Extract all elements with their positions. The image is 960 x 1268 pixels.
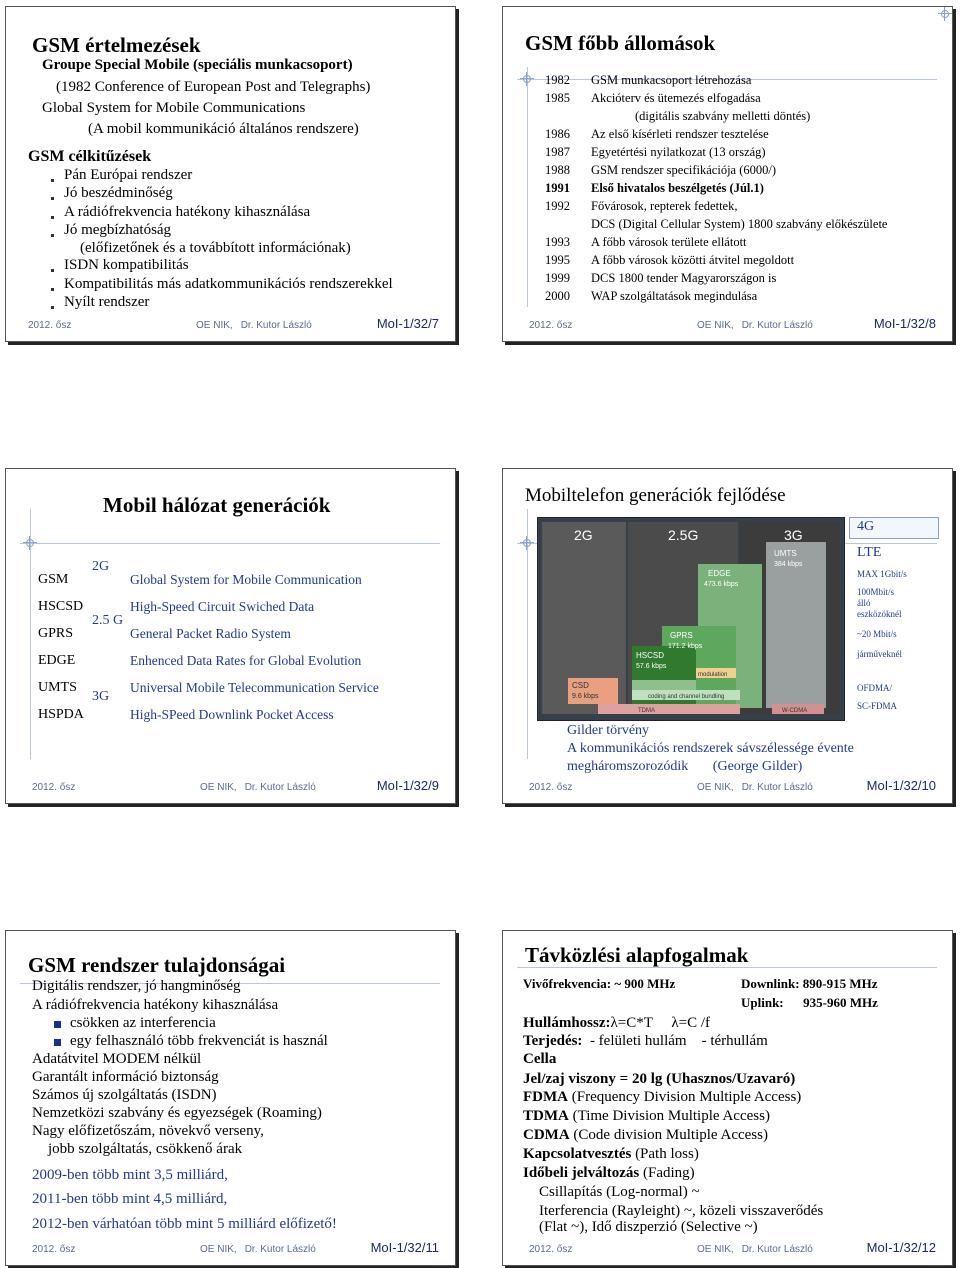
gen-desc: High-Speed Circuit Swiched Data bbox=[130, 599, 315, 614]
bullet bbox=[51, 197, 54, 200]
milestone-year: 1993 bbox=[545, 235, 570, 249]
gilder-law-title: Gilder törvény bbox=[567, 723, 650, 738]
rayleigh-line: Iterferencia (Rayleight) ~, közeli visszaverődés bbox=[539, 1203, 824, 1219]
goal-4-detail: (előfizetőnek és a továbbított információnak) bbox=[80, 240, 351, 256]
label-gprs-rate: 171.2 kbps bbox=[668, 643, 703, 650]
footer-semester: 2012. ősz bbox=[529, 320, 573, 331]
gen-abbr: HSCSD bbox=[38, 599, 84, 614]
footer-slide-code: MoI-1/32/11 bbox=[370, 1240, 439, 1255]
bullet bbox=[51, 216, 54, 219]
footer-author: OE NIK, Dr. Kutor László bbox=[200, 782, 316, 793]
side-panel-4g bbox=[849, 517, 941, 717]
footer-semester: 2012. ősz bbox=[32, 782, 76, 793]
label-25g: 2.5G bbox=[668, 527, 699, 543]
footer-semester: 2012. ősz bbox=[32, 1244, 76, 1255]
corner-marker-icon bbox=[938, 7, 952, 21]
line-celkituzesek: GSM célkitűzések bbox=[28, 148, 152, 165]
side-scfdma: SC-FDMA bbox=[857, 701, 898, 711]
milestone-text: Egyetértési nyilatkozat (13 ország) bbox=[591, 145, 766, 159]
slide-title: GSM főbb állomások bbox=[525, 31, 716, 55]
label-hscsd: HSCSD bbox=[636, 651, 665, 660]
label-gprs: GPRS bbox=[670, 631, 693, 640]
slide-footer bbox=[529, 1237, 936, 1255]
uplink-range: Uplink: 935-960 MHz bbox=[741, 995, 878, 1010]
prop-line-5: Számos új szolgáltatás (ISDN) bbox=[32, 1087, 217, 1103]
slide-8 bbox=[502, 6, 953, 342]
slide-footer bbox=[32, 775, 439, 793]
milestone-year: 2000 bbox=[545, 289, 570, 303]
slide-title: GSM rendszer tulajdonságai bbox=[28, 953, 286, 977]
milestone-year: 1999 bbox=[545, 271, 570, 285]
label-edge-rate: 473.6 kbps bbox=[704, 581, 739, 588]
goal-1: Pán Európai rendszer bbox=[64, 167, 193, 183]
milestone-text: WAP szolgáltatások megindulása bbox=[591, 289, 758, 303]
side-100mbit: 100Mbit/s bbox=[857, 587, 895, 597]
prop-sub-2: egy felhasználó több frekvenciát is használ bbox=[70, 1033, 328, 1049]
subscribers-2012: 2012-ben várhatóan több mint 5 milliárd előfizető! bbox=[32, 1216, 337, 1232]
milestone-year: 1986 bbox=[545, 127, 570, 141]
line-groupe: Groupe Special Mobile (speciális munkacsoport) bbox=[42, 57, 353, 73]
milestone-year: 1991 bbox=[545, 181, 570, 195]
side-4g-label: 4G bbox=[857, 519, 875, 534]
gen-desc: General Packet Radio System bbox=[130, 626, 291, 641]
side-allo: álló bbox=[857, 598, 871, 608]
cell-line: Cella bbox=[523, 1051, 557, 1067]
gen-2g-label: 2G bbox=[92, 559, 110, 574]
milestone-text: Akcióterv és ütemezés elfogadása bbox=[591, 91, 761, 105]
milestone-text: Első hivatalos beszélgetés (Júl.1) bbox=[591, 181, 764, 195]
milestone-text: Fővárosok, repterek fedettek, bbox=[591, 199, 738, 213]
side-lte-label: LTE bbox=[857, 545, 882, 560]
slide-title: Mobil hálózat generációk bbox=[103, 493, 331, 517]
slide-title: Távközlési alapfogalmak bbox=[525, 943, 749, 967]
wavelength-line: Hullámhossz:λ=C*T λ=C /f bbox=[523, 1015, 711, 1031]
milestone-text: Az első kísérleti rendszer tesztelése bbox=[591, 127, 769, 141]
prop-line-1: Digitális rendszer, jó hangminőség bbox=[32, 978, 241, 994]
fdma-line: FDMA (Frequency Division Multiple Access) bbox=[523, 1089, 802, 1105]
label-modulation: modulation bbox=[698, 672, 728, 678]
downlink-range: Downlink: 890-915 MHz bbox=[741, 976, 878, 991]
generation-chart-image bbox=[537, 517, 845, 721]
cdma-line: CDMA (Code division Multiple Access) bbox=[523, 1127, 768, 1143]
milestone-text: DCS (Digital Cellular System) 1800 szabvány előkészülete bbox=[591, 217, 888, 231]
gen-abbr: GPRS bbox=[38, 626, 74, 641]
milestone-year: 1985 bbox=[545, 91, 570, 105]
gilder-law-text: A kommunikációs rendszerek sávszélessége évente bbox=[567, 741, 854, 756]
dispersion-line: (Flat ~), Idő diszperzió (Selective ~) bbox=[539, 1219, 758, 1235]
square-bullet bbox=[54, 1021, 61, 1028]
decor-line bbox=[20, 543, 440, 544]
path-loss-line: Kapcsolatvesztés (Path loss) bbox=[523, 1146, 699, 1162]
slide-footer bbox=[529, 775, 936, 793]
gen-25g-label: 2.5 G bbox=[92, 613, 124, 628]
subscribers-2009: 2009-ben több mint 3,5 milliárd, bbox=[32, 1167, 228, 1183]
bullet bbox=[51, 179, 54, 182]
slide-7 bbox=[5, 6, 456, 342]
slide-footer bbox=[529, 313, 936, 331]
slide-title: GSM értelmezések bbox=[32, 33, 201, 57]
label-wcdma: W-CDMA bbox=[782, 708, 808, 714]
carrier-frequency: Vivőfrekvencia: ~ 900 MHz bbox=[523, 976, 676, 991]
milestone-text: A főbb városok közötti átvitel megoldott bbox=[591, 253, 795, 267]
slide-footer bbox=[28, 313, 439, 331]
slide-11 bbox=[5, 930, 456, 1266]
gen-abbr: HSPDA bbox=[38, 707, 84, 722]
line-conference: (1982 Conference of European Post and Telegraphs) bbox=[56, 79, 371, 95]
label-coding: coding and channel bundling bbox=[648, 694, 725, 700]
gen-desc: Global System for Mobile Communication bbox=[130, 572, 362, 587]
milestone-text: GSM munkacsoport létrehozása bbox=[591, 73, 752, 87]
generation-evolution-graphic bbox=[538, 518, 844, 720]
crosshair-icon bbox=[520, 536, 534, 550]
crosshair-icon bbox=[520, 72, 534, 86]
gen-desc: Enhenced Data Rates for Global Evolution bbox=[130, 653, 362, 668]
square-bullet bbox=[54, 1039, 61, 1046]
prop-line-6: Nemzetközi szabvány és egyezségek (Roaming) bbox=[32, 1105, 322, 1121]
slide-title: Mobiltelefon generációk fejlődése bbox=[525, 485, 786, 506]
footer-author: OE NIK, Dr. Kutor László bbox=[697, 1244, 813, 1255]
lognormal-line: Csillapítás (Log-normal) ~ bbox=[539, 1184, 700, 1200]
milestone-text: GSM rendszer specifikációja (6000/) bbox=[591, 163, 777, 177]
prop-line-7: Nagy előfizetőszám, növekvő verseny, bbox=[32, 1123, 264, 1139]
gilder-law-attribution: megháromszorozódik (George Gilder) bbox=[567, 759, 803, 774]
label-edge: EDGE bbox=[708, 569, 731, 578]
prop-line-3: Adatátvitel MODEM nélkül bbox=[32, 1051, 202, 1067]
milestone-year: 1987 bbox=[545, 145, 570, 159]
crosshair-icon bbox=[23, 536, 37, 550]
slide-footer bbox=[32, 1237, 439, 1255]
prop-line-2: A rádiófrekvencia hatékony kihasználása bbox=[32, 997, 279, 1013]
prop-line-4: Garantált információ biztonság bbox=[32, 1069, 219, 1085]
label-umts: UMTS bbox=[774, 549, 797, 558]
footer-author: OE NIK, Dr. Kutor László bbox=[697, 782, 813, 793]
footer-author: OE NIK, Dr. Kutor László bbox=[200, 1244, 316, 1255]
label-tdma: TDMA bbox=[638, 708, 655, 714]
label-umts-rate: 384 kbps bbox=[774, 561, 803, 568]
milestone-year: 1995 bbox=[545, 253, 570, 267]
gen-desc: Universal Mobile Telecommunication Service bbox=[130, 680, 379, 695]
goal-2: Jó beszédminőség bbox=[64, 185, 173, 201]
side-20mbit: ~20 Mbit/s bbox=[857, 629, 897, 639]
label-2g: 2G bbox=[574, 527, 593, 543]
milestone-year: 1992 bbox=[545, 199, 570, 213]
footer-slide-code: MoI-1/32/9 bbox=[376, 778, 439, 793]
footer-semester: 2012. ősz bbox=[28, 320, 72, 331]
footer-semester: 2012. ősz bbox=[529, 1244, 573, 1255]
gen-abbr: GSM bbox=[38, 572, 69, 587]
footer-slide-code: MoI-1/32/7 bbox=[376, 316, 439, 331]
line-mobil: (A mobil kommunikáció általános rendszere) bbox=[88, 121, 359, 137]
footer-slide-code: MoI-1/32/8 bbox=[873, 316, 936, 331]
goal-3: A rádiófrekvencia hatékony kihasználása bbox=[64, 204, 311, 220]
footer-author: OE NIK, Dr. Kutor László bbox=[196, 320, 312, 331]
propagation-line: Terjedés: - felületi hullám - térhullám bbox=[523, 1033, 768, 1049]
side-eszkozoknel: eszközöknél bbox=[857, 609, 902, 619]
side-max-rate: MAX 1Gbit/s bbox=[857, 569, 907, 579]
milestone-year: 1988 bbox=[545, 163, 570, 177]
milestone-text: A főbb városok területe ellátott bbox=[591, 235, 747, 249]
label-csd-rate: 9.6 kbps bbox=[572, 693, 599, 700]
slide-9 bbox=[5, 468, 456, 804]
gen-desc: High-SPeed Downlink Pocket Access bbox=[130, 707, 334, 722]
gen-abbr: UMTS bbox=[38, 680, 77, 695]
gen-3g-label: 3G bbox=[92, 689, 110, 704]
bullet bbox=[51, 288, 54, 291]
slide-12 bbox=[502, 930, 953, 1266]
prop-line-8: jobb szolgáltatás, csökkenő árak bbox=[48, 1141, 243, 1157]
label-3g: 3G bbox=[784, 527, 803, 543]
bullet bbox=[51, 234, 54, 237]
goal-7: Nyílt rendszer bbox=[64, 294, 150, 310]
side-ofdma: OFDMA/ bbox=[857, 683, 893, 693]
footer-semester: 2012. ősz bbox=[529, 782, 573, 793]
milestone-year: 1982 bbox=[545, 73, 570, 87]
gen-abbr: EDGE bbox=[38, 653, 76, 668]
label-hscsd-rate: 57.6 kbps bbox=[636, 663, 667, 670]
line-global: Global System for Mobile Communications bbox=[42, 100, 306, 116]
footer-author: OE NIK, Dr. Kutor László bbox=[697, 320, 813, 331]
goal-5: ISDN kompatibilitás bbox=[64, 257, 189, 273]
bullet bbox=[51, 269, 54, 272]
goal-4: Jó megbízhatóság bbox=[64, 222, 172, 238]
footer-slide-code: MoI-1/32/12 bbox=[866, 1240, 936, 1255]
milestone-text: DCS 1800 tender Magyarországon is bbox=[591, 271, 777, 285]
footer-slide-code: MoI-1/32/10 bbox=[866, 778, 936, 793]
fading-line: Időbeli jelváltozás (Fading) bbox=[523, 1165, 695, 1181]
label-csd: CSD bbox=[572, 681, 589, 690]
prop-sub-1: csökken az interferencia bbox=[70, 1015, 216, 1031]
tdma-line: TDMA (Time Division Multiple Access) bbox=[523, 1108, 770, 1124]
slide-10 bbox=[502, 468, 953, 804]
decor-line bbox=[527, 67, 528, 307]
side-jarmuveknel: járműveknél bbox=[857, 649, 902, 659]
milestone-text: (digitális szabvány melletti döntés) bbox=[635, 109, 811, 123]
snr-line: Jel/zaj viszony = 20 lg (Uhasznos/Uzavaró) bbox=[523, 1071, 796, 1087]
bullet bbox=[51, 306, 54, 309]
goal-6: Kompatibilitás más adatkommunikációs rendszerekkel bbox=[64, 276, 393, 292]
subscribers-2011: 2011-ben több mint 4,5 milliárd, bbox=[32, 1191, 228, 1207]
